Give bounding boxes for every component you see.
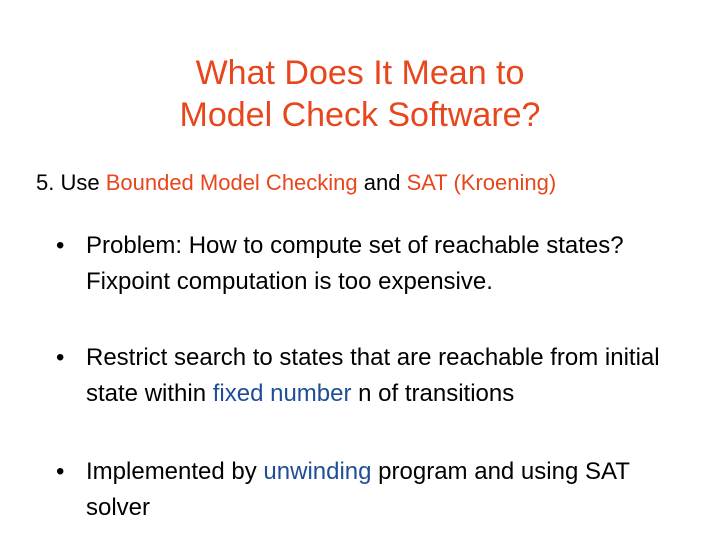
bullet-text-before: Implemented by xyxy=(86,458,264,485)
subtitle-and: and xyxy=(357,170,407,195)
bullet-item-restrict-search xyxy=(56,340,696,412)
subtitle-bmc-term: Bounded Model Checking xyxy=(105,170,358,195)
title-line-1: What Does It Mean to xyxy=(195,54,525,92)
bullet-marker: • xyxy=(56,232,65,259)
bullet-text-after: n of transitions xyxy=(351,380,515,407)
bullet-text: Problem: How to compute set of reachable states? Fixpoint computation is too expensive. xyxy=(86,232,624,295)
title-line-2: Model Check Software? xyxy=(179,96,541,134)
bullet-marker: • xyxy=(56,344,65,371)
bullet-text xyxy=(86,454,696,526)
subtitle-prefix: 5. Use xyxy=(36,170,106,195)
bullet-text-before: Restrict search to states that are reachable from initial state within xyxy=(86,344,660,407)
bullet-item-problem xyxy=(56,228,696,300)
subtitle-sat-term: SAT (Kroening) xyxy=(406,170,557,195)
bullet-text-after: program and using SAT solver xyxy=(86,458,630,521)
bullet-text xyxy=(86,340,696,412)
highlight-unwinding: unwinding xyxy=(263,458,372,485)
bullet-item-implemented xyxy=(56,454,696,526)
highlight-fixed-number: fixed number xyxy=(212,380,352,407)
bullet-marker: • xyxy=(56,458,65,485)
